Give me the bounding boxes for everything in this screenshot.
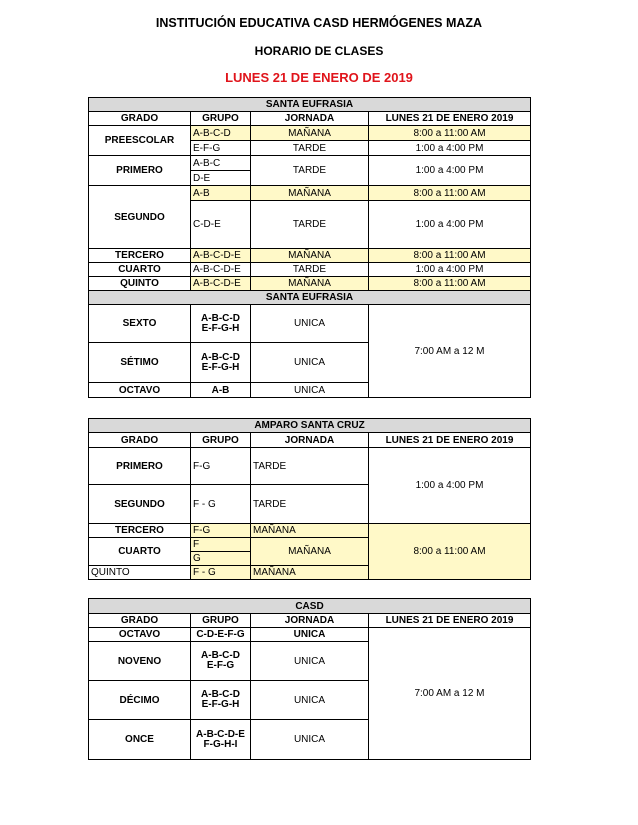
table-title: AMPARO SANTA CRUZ	[89, 419, 531, 433]
horario-cell: 8:00 a 11:00 AM	[369, 524, 531, 580]
grupo-line: A-B-C-D	[201, 689, 240, 700]
jornada-cell: UNICA	[251, 305, 369, 343]
grupo-cell	[191, 343, 251, 383]
grupo-cell: A-B-C-D-E	[191, 277, 251, 291]
jornada-cell: UNICA	[251, 681, 369, 720]
grupo-cell: D-E	[191, 171, 251, 186]
grupo-cell: A-B-C-D-E	[191, 249, 251, 263]
horario-cell: 1:00 a 4:00 PM	[369, 201, 531, 249]
grado-cell: SEGUNDO	[89, 186, 191, 249]
grado-cell: SEXTO	[89, 305, 191, 343]
grupo-cell: F - G	[191, 566, 251, 580]
grado-cell: PRIMERO	[89, 156, 191, 186]
grado-cell: SEGUNDO	[89, 485, 191, 524]
horario-cell: 1:00 a 4:00 PM	[369, 156, 531, 186]
grupo-cell: F-G	[191, 448, 251, 485]
column-header-grado: GRADO	[89, 112, 191, 126]
jornada-cell: MAÑANA	[251, 277, 369, 291]
jornada-cell: MAÑANA	[251, 538, 369, 566]
grupo-line: F-G-H-I	[203, 738, 238, 750]
table-title: CASD	[89, 599, 531, 614]
column-header-fecha: LUNES 21 DE ENERO 2019	[369, 614, 531, 628]
jornada-cell: MAÑANA	[251, 524, 369, 538]
jornada-cell: UNICA	[251, 628, 369, 642]
jornada-cell: UNICA	[251, 720, 369, 760]
jornada-cell: MAÑANA	[251, 566, 369, 580]
grupo-cell: E-F-G	[191, 141, 251, 156]
horario-cell: 8:00 a 11:00 AM	[369, 277, 531, 291]
grupo-cell	[191, 305, 251, 343]
grado-cell: DÉCIMO	[89, 681, 191, 720]
grupo-cell: A-B-C	[191, 156, 251, 171]
grado-cell: PREESCOLAR	[89, 126, 191, 156]
grupo-cell	[191, 681, 251, 720]
jornada-cell: MAÑANA	[251, 126, 369, 141]
column-header-fecha: LUNES 21 DE ENERO 2019	[369, 112, 531, 126]
column-header-fecha: LUNES 21 DE ENERO 2019	[369, 433, 531, 448]
column-header-grado: GRADO	[89, 614, 191, 628]
column-header-grupo: GRUPO	[191, 112, 251, 126]
column-header-jornada: JORNADA	[251, 614, 369, 628]
jornada-cell: MAÑANA	[251, 186, 369, 201]
column-header-grado: GRADO	[89, 433, 191, 448]
horario-cell: 8:00 a 11:00 AM	[369, 249, 531, 263]
horario-cell: 1:00 a 4:00 PM	[369, 141, 531, 156]
grupo-cell: A-B-C-D	[191, 126, 251, 141]
grupo-cell	[191, 642, 251, 681]
grupo-line: E-F-G-H	[201, 322, 240, 334]
grado-cell: OCTAVO	[89, 628, 191, 642]
grupo-line: E-F-G	[206, 660, 235, 671]
horario-cell: 1:00 a 4:00 PM	[369, 263, 531, 277]
grado-cell: TERCERO	[89, 524, 191, 538]
horario-cell: 8:00 a 11:00 AM	[369, 126, 531, 141]
horario-cell: 7:00 AM a 12 M	[369, 628, 531, 760]
column-header-grupo: GRUPO	[191, 614, 251, 628]
grado-cell: TERCERO	[89, 249, 191, 263]
grado-cell: CUARTO	[89, 538, 191, 566]
grado-cell: OCTAVO	[89, 383, 191, 398]
grupo-cell: G	[191, 552, 251, 566]
grado-cell: QUINTO	[89, 277, 191, 291]
grupo-cell: A-B	[191, 383, 251, 398]
schedule-subtitle: HORARIO DE CLASES	[254, 44, 384, 58]
jornada-cell: TARDE	[251, 448, 369, 485]
grupo-cell	[191, 720, 251, 760]
grupo-line: A-B-C-D	[201, 312, 240, 324]
horario-cell: 8:00 a 11:00 AM	[369, 186, 531, 201]
jornada-cell: MAÑANA	[251, 249, 369, 263]
grupo-cell: F - G	[191, 485, 251, 524]
jornada-cell: TARDE	[251, 201, 369, 249]
jornada-cell: TARDE	[251, 485, 369, 524]
grupo-line: E-F-G-H	[201, 699, 240, 710]
table-subtitle: SANTA EUFRASIA	[89, 291, 531, 305]
grupo-cell: C-D-E	[191, 201, 251, 249]
casd-table	[88, 598, 531, 760]
jornada-cell: TARDE	[251, 263, 369, 277]
grupo-line: A-B-C-D	[201, 650, 240, 661]
grupo-cell: F	[191, 538, 251, 552]
jornada-cell: UNICA	[251, 383, 369, 398]
grado-cell: NOVENO	[89, 642, 191, 681]
grupo-cell: F-G	[191, 524, 251, 538]
jornada-cell: UNICA	[251, 642, 369, 681]
jornada-cell: TARDE	[251, 141, 369, 156]
grado-cell: SÉTIMO	[89, 343, 191, 383]
grupo-line: A-B-C-D	[201, 351, 240, 363]
table-title: SANTA EUFRASIA	[89, 98, 531, 112]
horario-cell: 7:00 AM a 12 M	[369, 305, 531, 398]
jornada-cell: UNICA	[251, 343, 369, 383]
amparo-santa-cruz-table	[88, 418, 531, 580]
institution-title: INSTITUCIÓN EDUCATIVA CASD HERMÓGENES MAZA	[155, 16, 483, 30]
column-header-grupo: GRUPO	[191, 433, 251, 448]
column-header-jornada: JORNADA	[251, 112, 369, 126]
grado-cell: PRIMERO	[89, 448, 191, 485]
jornada-cell: TARDE	[251, 156, 369, 186]
grupo-line: E-F-G-H	[201, 361, 240, 373]
santa-eufrasia-table	[88, 97, 531, 398]
grupo-line: A-B-C-D-E	[196, 728, 245, 740]
column-header-jornada: JORNADA	[251, 433, 369, 448]
grupo-cell: A-B-C-D-E	[191, 263, 251, 277]
grupo-cell: C-D-E-F-G	[191, 628, 251, 642]
schedule-date: LUNES 21 DE ENERO DE 2019	[225, 70, 413, 85]
grupo-cell: A-B	[191, 186, 251, 201]
horario-cell: 1:00 a 4:00 PM	[369, 448, 531, 524]
grado-cell: ONCE	[89, 720, 191, 760]
grado-cell: CUARTO	[89, 263, 191, 277]
grado-cell: QUINTO	[89, 566, 191, 580]
